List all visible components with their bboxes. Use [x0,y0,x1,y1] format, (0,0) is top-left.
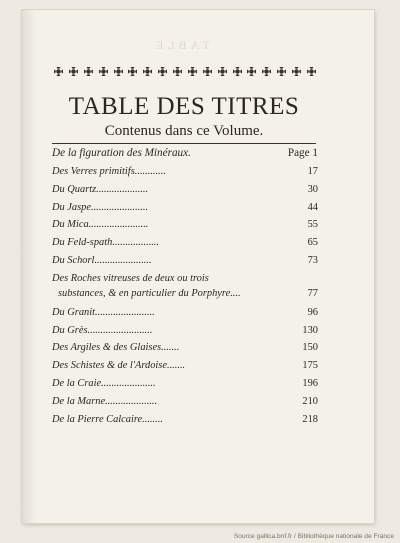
toc-entry-page: 77 [307,287,318,299]
toc-entry[interactable] [52,199,322,217]
fleuron-icon [54,67,63,76]
toc-entry-page: 17 [307,166,318,177]
toc-entry-page: 30 [307,183,318,195]
fleuron-icon [99,67,108,76]
toc-entry-title [52,144,191,163]
toc-entry[interactable] [52,234,322,252]
toc-entry-page: 96 [307,306,318,318]
toc-entry[interactable] [52,163,322,181]
toc-entry-title: Du Mica....................... [52,219,149,231]
fleuron-icon [277,67,286,76]
page-subtitle: Contenus dans ce Volume. [104,123,264,139]
toc-entry-title: Des Argiles & des Glaises....... [52,342,180,354]
page-title: TABLE DES TITRES [68,93,300,120]
toc-entry[interactable] [52,270,322,304]
toc-entry-title: De la Pierre Calcaire........ [52,413,163,425]
toc-entry-page: 196 [302,377,318,389]
fleuron-icon [247,67,256,76]
toc-entry-page: 175 [302,360,318,372]
fleuron-icon [158,67,167,76]
toc-entry[interactable] [52,304,322,322]
toc-entry[interactable] [52,411,322,429]
toc-entry-title: Des Schistes & de l'Ardoise....... [52,360,186,372]
toc-entry-title: Du Feld-spath.................. [52,237,160,249]
toc-entry[interactable] [52,216,322,234]
bleed-through-text: TABLE [152,38,210,52]
toc-entry[interactable] [52,322,322,340]
toc-entry-page: 44 [307,201,318,213]
fleuron-icon [307,67,316,76]
book-page [22,10,374,523]
toc-entry[interactable] [52,357,322,375]
toc-entry[interactable] [52,144,322,163]
fleuron-icon [143,67,152,76]
toc-entry[interactable] [52,393,322,411]
fleuron-icon [173,67,182,76]
toc-entry-title: Du Granit....................... [52,306,155,318]
toc-entry-title: De la Craie..................... [52,377,156,389]
toc-entry[interactable] [52,252,322,270]
toc-entry-title: Du Grès......................... [52,324,153,336]
table-of-contents [52,144,322,428]
fleuron-icon [262,67,271,76]
fleuron-ornament-row [54,65,316,77]
fleuron-icon [218,67,227,76]
fleuron-icon [69,67,78,76]
toc-entry-title-continued: substances, & en particulier du Porphyre.... [58,287,241,299]
toc-entry-page: 55 [307,219,318,231]
toc-entry-page: 150 [302,342,318,354]
fleuron-icon [292,67,301,76]
binding-shadow [22,10,36,523]
toc-entry-page: 130 [302,324,318,336]
toc-entry-page: 65 [307,237,318,249]
toc-entry-title: Des Verres primitifs............ [52,166,166,177]
toc-entry[interactable] [52,339,322,357]
source-credit: Source gallica.bnf.fr / Bibliothèque nationale de France [233,533,394,540]
toc-entry[interactable] [52,181,322,199]
toc-entry-title: De la Marne.................... [52,395,158,407]
fleuron-icon [84,67,93,76]
toc-entry-title: Du Quartz.................... [52,183,149,195]
fleuron-icon [128,67,137,76]
toc-entry-page: 210 [302,395,318,407]
toc-entry-title: Des Roches vitreuses de deux ou trois [52,272,209,284]
toc-entry-page: 73 [307,254,318,266]
toc-entry-title: Du Schorl...................... [52,254,152,266]
fleuron-icon [114,67,123,76]
toc-entry-title-text: De la figuration des Minéraux. [52,147,191,159]
fleuron-icon [233,67,242,76]
toc-entry-page: 218 [302,413,318,425]
fleuron-icon [188,67,197,76]
fleuron-icon [203,67,212,76]
toc-entry[interactable] [52,375,322,393]
toc-entry-title: Du Jaspe...................... [52,201,149,213]
toc-entry-page: Page 1 [287,147,318,159]
